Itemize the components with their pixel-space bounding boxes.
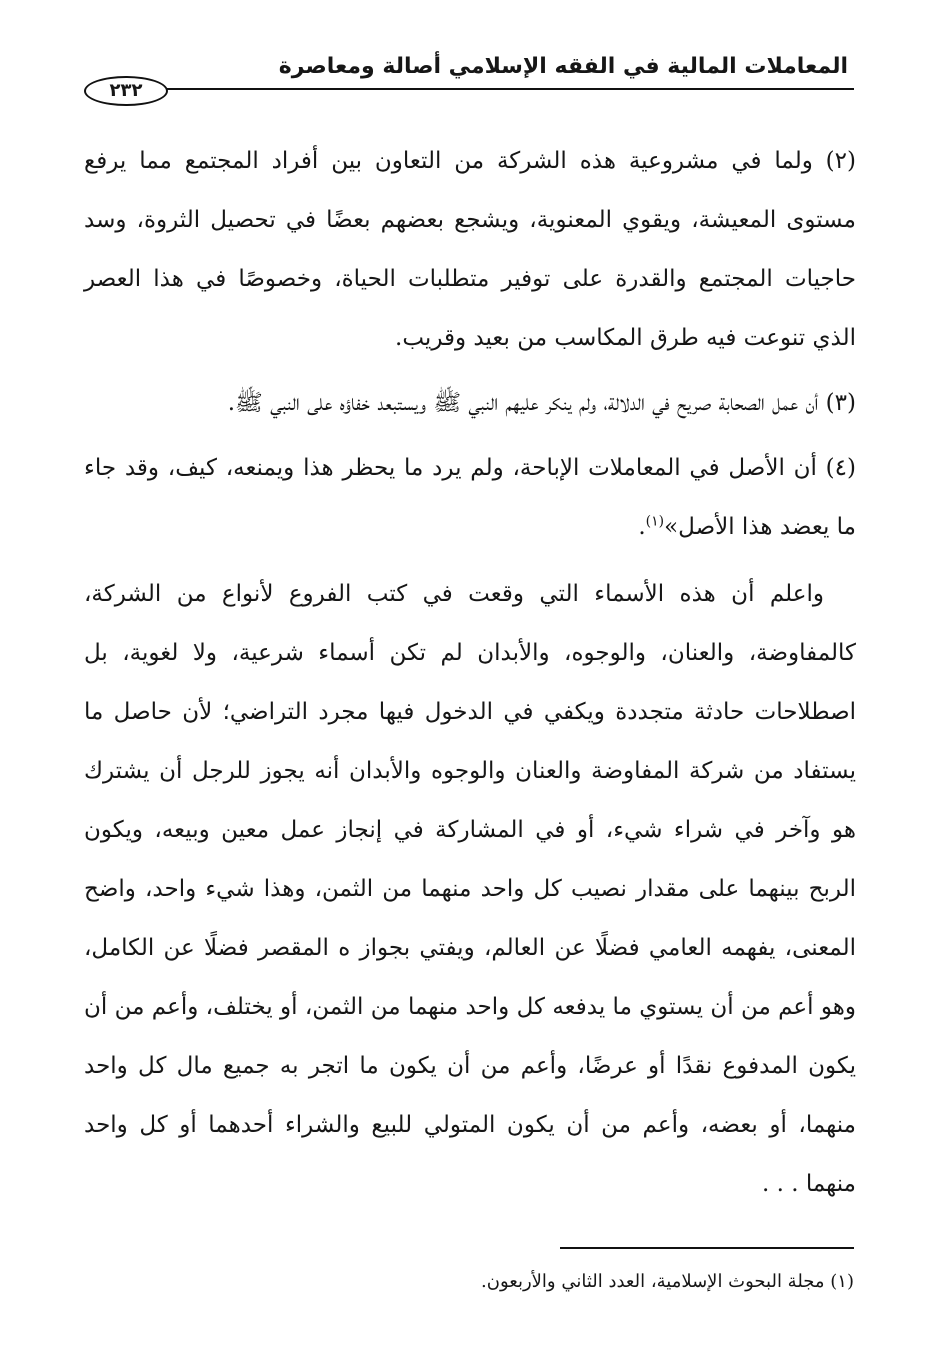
paragraph-3-text: (٣) أن عمل الصحابة صريح في الدلالة، ولم ينكر عليهم النبي ﷺ ويستبعد خفاؤه على النبي ﷺ. <box>227 390 856 416</box>
paragraph-main: واعلم أن هذه الأسماء التي وقعت في كتب الفروع لأنواع من الشركة، كالمفاوضة، والعنان، والوجوه، والأبدان لم تكن أسماء شرعية، ولا لغوية، بل اصطلاحات حادثة متجددة ويكفي في الدخول فيها مجرد التراضي؛ لأن حاصل ما يستفاد من شركة المفاوضة والعنان والوجوه والأبدان أنه يجوز للرجل أن يشترك هو وآخر في شراء شيء، أو في المشاركة في إنجاز عمل معين وبيعه، ويكون الربح بينهما على مقدار نصيب كل واحد منهما من الثمن، وهذا شيء واحد، واضح المعنى، يفهمه العامي فضلًا عن العالم، ويفتي بجواز ه المقصر فضلًا عن الكامل، وهو أعم من أن يستوي ما يدفعه كل واحد منهما من الثمن، أو يختلف، وأعم من أن يكون المدفوع نقدًا أو عرضًا، وأعم من أن يكون ما اتجر به جميع مال كل واحد منهما، أو بعضه، وأعم من أن يكون المتولي للبيع والشراء أحدهما أو كل واحد منهما . . . <box>84 581 856 1197</box>
paragraph-4 <box>84 439 856 557</box>
footnote: (١) مجلة البحوث الإسلامية، العدد الثاني والأربعون. <box>481 1271 854 1292</box>
page-header <box>84 42 854 108</box>
paragraph-3 <box>84 374 856 433</box>
running-title: المعاملات المالية في الفقه الإسلامي أصالة ومعاصرة <box>278 54 848 79</box>
main-text <box>84 132 856 1220</box>
paragraph-4-text: (٤) أن الأصل في المعاملات الإباحة، ولم يرد ما يحظر هذا ويمنعه، كيف، وقد جاء ما يعضد هذا الأصل» <box>84 455 856 540</box>
header-rule <box>166 88 854 90</box>
paragraph-2: (٢) ولما في مشروعية هذه الشركة من التعاون بين أفراد المجتمع مما يرفع مستوى المعيشة، ويقوي المعنوية، ويشجع بعضهم بعضًا في تحصيل الثروة، وسد حاجيات المجتمع والقدرة على توفير متطلبات الحياة، وخصوصًا في هذا العصر الذي تنوعت فيه طرق المكاسب من بعيد وقريب. <box>84 148 856 351</box>
footnote-reference: (١) <box>645 513 665 530</box>
footnote-divider <box>560 1247 854 1249</box>
page-number: ٢٣٢ <box>84 76 168 106</box>
paragraph-4-end: . <box>638 514 646 540</box>
